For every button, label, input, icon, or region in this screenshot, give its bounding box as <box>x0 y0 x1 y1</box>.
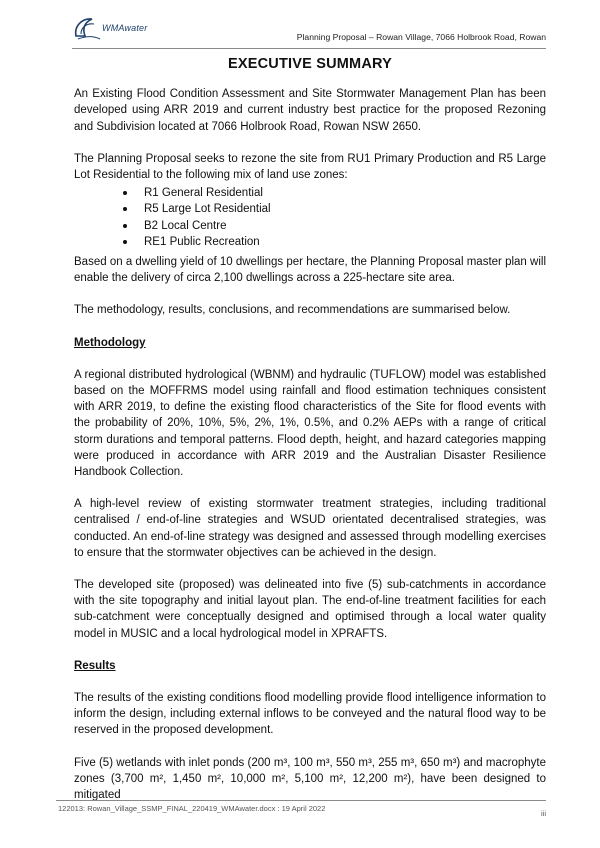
methodology-paragraph-1: A regional distributed hydrological (WBNM) and hydraulic (TUFLOW) model was established based on the MOFFRMS model using rainfall and flood estimation techniques consistent with ARR 2019, to define the existing flood characteristics of the Site for flood events with the probability of 20%, 10%, 5%, 2%, 1%, 0.5%, and 0.2% AEPs with a range of critical storm durations and temporal patterns. Flood depth, height, and hazard categories mapping were produced in accordance with ARR 2019 and the Australian Disaster Resilience Handbook Collection. <box>74 368 546 478</box>
page-header <box>72 12 546 49</box>
results-heading: Results <box>74 659 116 672</box>
results-paragraph-2: Five (5) wetlands with inlet ponds (200 m³, 100 m³, 550 m³, 255 m³, 650 m³) and macrophyte zones (3,700 m², 1,450 m², 10,000 m², 5,100 m², 12,200 m²), have been designed to mitigated <box>74 756 546 802</box>
list-item: B2 Local Centre <box>74 218 546 234</box>
results-paragraph-1: The results of the existing conditions flood modelling provide flood intelligence information to inform the design, including external inflows to be conveyed and the natural flood way to be reserved in the proposed development. <box>74 692 546 737</box>
intro-paragraph-2: The Planning Proposal seeks to rezone the site from RU1 Primary Production and R5 Large Lot Residential to the following mix of land use zones: <box>74 152 546 182</box>
page-title: EXECUTIVE SUMMARY <box>228 56 392 72</box>
intro-paragraph-1: An Existing Flood Condition Assessment and Site Stormwater Management Plan has been developed using ARR 2019 and current industry best practice for the proposed Rezoning and Subdivision located at 7066 Holbrook Road, Rowan NSW 2650. <box>74 88 546 133</box>
methodology-paragraph-2: A high-level review of existing stormwater treatment strategies, including traditional centralised / end-of-line strategies and WSUD orientated decentralised strategies, was conducted. An end-of-line strategy was designed and assessed through modelling exercises to ensure that the stormwater objectives can be achieved in the design. <box>74 498 546 559</box>
running-title: Planning Proposal – Rowan Village, 7066 Holbrook Road, Rowan <box>296 32 546 42</box>
document-reference: 122013: Rowan_Village_SSMP_FINAL_220419_WMAwater.docx : 19 April 2022 <box>58 804 326 813</box>
methodology-paragraph-3: The developed site (proposed) was delineated into five (5) sub-catchments in accordance with the site topography and initial layout plan. The end-of-line treatment facilities for each sub-catchment were conceptually designed and optimised through a local water quality model in MUSIC and a local hydrological model in XPRAFTS. <box>74 579 546 640</box>
methodology-heading: Methodology <box>74 336 146 349</box>
page-footer <box>56 800 546 825</box>
list-item: R1 General Residential <box>74 185 546 201</box>
page-body <box>74 56 546 819</box>
wmawater-logo <box>72 14 152 44</box>
list-item: R5 Large Lot Residential <box>74 201 546 217</box>
intro-paragraph-4: The methodology, results, conclusions, and recommendations are summarised below. <box>74 304 511 317</box>
land-use-zone-list <box>74 185 546 250</box>
list-item: RE1 Public Recreation <box>74 234 546 250</box>
page-number: iii <box>541 809 546 818</box>
logo-text: WMAwater <box>102 23 148 33</box>
intro-paragraph-3: Based on a dwelling yield of 10 dwellings per hectare, the Planning Proposal master plan will enable the delivery of circa 2,100 dwellings across a 225-hectare site area. <box>74 255 546 285</box>
